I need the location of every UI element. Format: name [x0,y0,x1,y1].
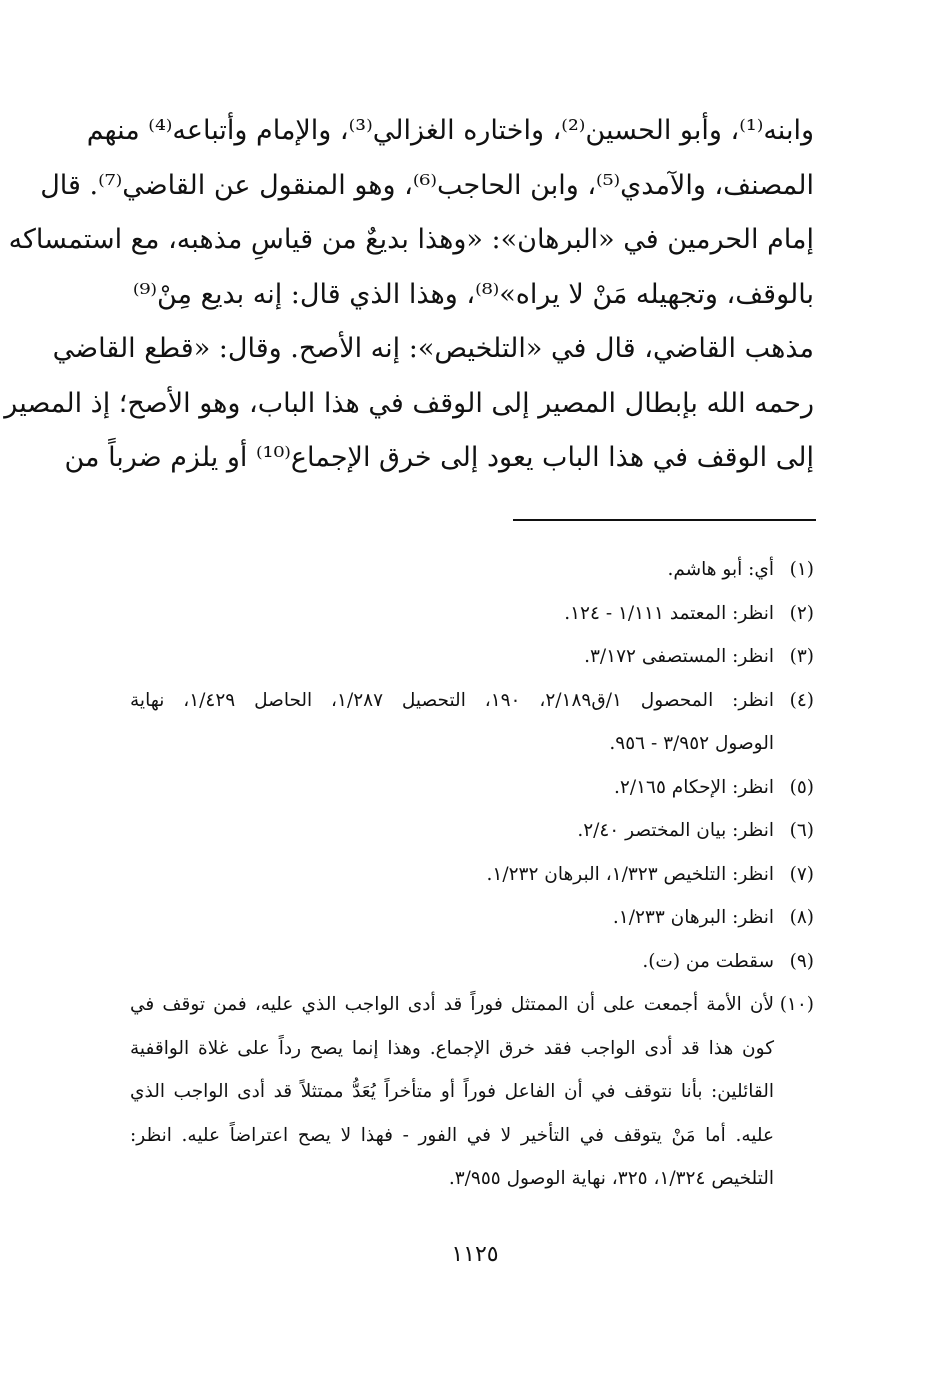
footnote-continuation: القائلين: بأنا نتوقف في أن الفاعل فوراً أو متأخراً يُعَدُّ ممتثلاً قد أدى الواجب الذي [130,1081,774,1102]
footnote-text: انظر: الإحكام ٢/١٦٥. [614,776,774,798]
main-text-line: رحمه الله بإبطال المصير إلى الوقف في هذا الباب، وهو الأصح؛ إذ المصير [4,387,814,419]
footnote-continuation: عليه. أما مَنْ يتوقف في التأخير لا في الفور - فهذا لا يصح اعتراضاً عليه. انظر: [130,1124,774,1146]
footnote-text: انظر: بيان المختصر ٢/٤٠. [577,820,774,841]
main-text-line: المصنف، والآمدي⁽⁵⁾، وابن الحاجب⁽⁶⁾، وهو المنقول عن القاضي⁽⁷⁾. قال [40,169,814,201]
main-text-line: إلى الوقف في هذا الباب يعود إلى خرق الإجماع⁽¹⁰⁾ أو يلزم ضرباً من [64,442,814,473]
footnote-text: انظر: البرهان ١/٢٣٣. [612,907,774,928]
main-text-line: بالوقف، وتجهيله مَنْ لا يراه»⁽⁸⁾، وهذا الذي قال: إنه بديع مِنْ⁽⁹⁾ [132,278,814,310]
main-text [4,104,814,486]
footnote-9 [130,940,814,984]
footnote-separator [513,519,816,521]
footnote-number: (١) [789,559,814,580]
footnote-6 [130,809,814,853]
footnote-text: لأن الأمة أجمعت على أن الممتثل فوراً قد أدى الواجب الذي عليه، فمن توقف في [130,994,774,1015]
footnotes [130,548,814,1201]
footnote-number: (٥) [789,776,814,798]
footnote-text: انظر: المستصفى ٣/١٧٢. [584,646,774,667]
footnote-text: انظر: المحصول ١/ق٢/١٨٩، ١٩٠، التحصيل ١/٢٨٧، الحاصل ١/٤٢٩، نهاية [130,689,774,711]
footnote-number: (٤) [789,689,814,711]
footnote-3 [130,635,814,679]
footnote-continuation: التلخيص ١/٣٢٤، ٣٢٥، نهاية الوصول ٣/٩٥٥. [448,1168,774,1189]
footnote-8 [130,896,814,940]
footnote-4 [130,679,814,723]
footnote-number: (٦) [789,820,814,841]
main-text-line: وابنه⁽¹⁾، وأبو الحسين⁽²⁾، واختاره الغزالي⁽³⁾، والإمام وأتباعه⁽⁴⁾ منهم [86,115,814,146]
footnote-1 [130,548,814,592]
footnote-text: انظر: المعتمد ١/١١١ - ١٢٤. [564,602,774,624]
footnote-5 [130,766,814,810]
footnote-text: سقطت من (ت). [642,950,774,972]
main-text-line: مذهب القاضي، قال في «التلخيص»: إنه الأصح. وقال: «قطع القاضي [52,333,814,364]
footnote-continuation: كون هذا قد أدى الواجب فقد خرق الإجماع. وهذا إنما يصح رداً على غلاة الواقفية [130,1037,774,1059]
footnote-10 [130,983,814,1027]
footnote-number: (١٠) [779,994,814,1015]
footnote-number: (٧) [789,863,814,885]
footnote-continuation: الوصول ٣/٩٥٢ - ٩٥٦. [609,733,774,754]
footnote-number: (٣) [789,646,814,667]
footnote-number: (٢) [789,602,814,624]
footnote-7 [130,853,814,897]
footnote-text: انظر: التلخيص ١/٣٢٣، البرهان ١/٢٣٢. [486,863,774,885]
footnote-2 [130,592,814,636]
footnote-number: (٩) [789,950,814,972]
page-number: ١١٢٥ [451,1242,499,1267]
footnote-text: أي: أبو هاشم. [667,559,774,580]
footnote-number: (٨) [789,907,814,928]
main-text-line: إمام الحرمين في «البرهان»: «وهذا بديعٌ من قياسِ مذهبه، مع استمساكه [8,224,814,255]
